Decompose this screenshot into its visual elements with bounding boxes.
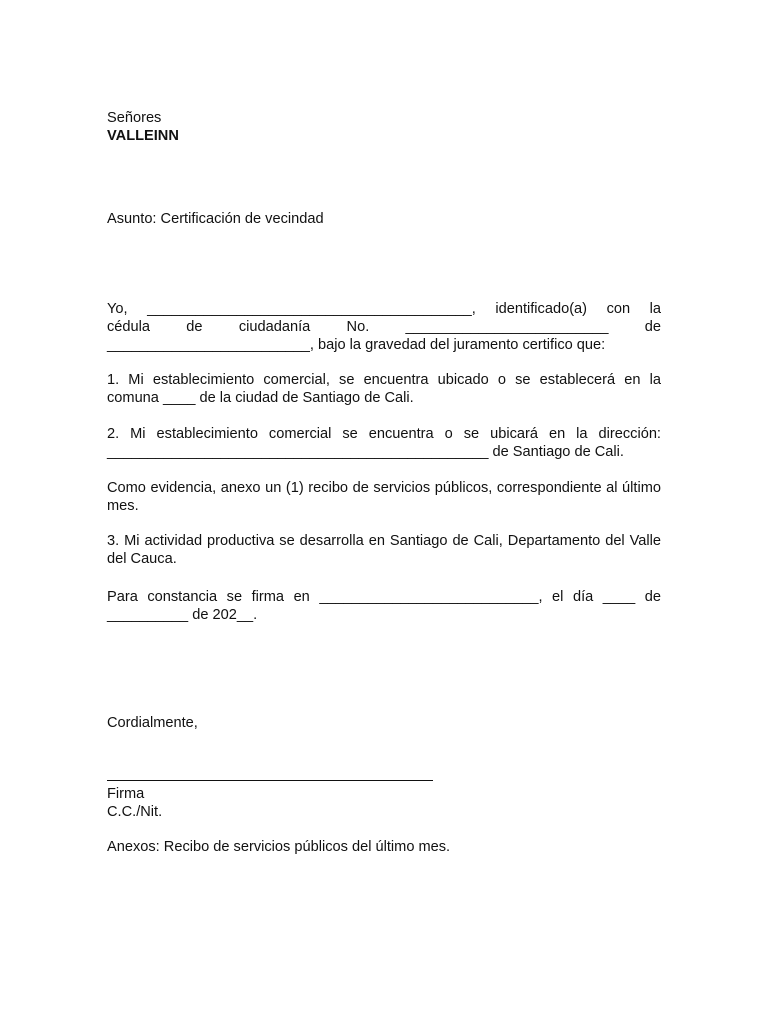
annexes-text: Anexos: Recibo de servicios públicos del último mes. (107, 839, 451, 855)
evidence-paragraph: Como evidencia, anexo un (1) recibo de servicios públicos, correspondiente al último mes. (107, 480, 661, 514)
item-1-paragraph (107, 371, 661, 407)
item-1-line-2: comuna ____ de la ciudad de Santiago de Cali. (107, 390, 414, 406)
subject-line (107, 210, 661, 228)
annexes-line (107, 838, 661, 856)
recipient-company: VALLEINN (107, 128, 179, 144)
declaration-line-2: cédula de ciudadanía No. _________________________ de (107, 319, 661, 335)
constancy-line-1: Para constancia se firma en ___________________________, el día ____ de (107, 589, 661, 605)
closing-text: Cordialmente, (107, 715, 198, 731)
constancy-line-2: __________ de 202__. (107, 607, 258, 623)
declaration-line-1: Yo, ________________________________________, identificado(a) con la (107, 301, 661, 317)
item-1-line-1: 1. Mi establecimiento comercial, se encuentra ubicado o se establecerá en la (107, 372, 661, 388)
signature-block (107, 785, 661, 821)
item-2-line-2: _______________________________________________ de Santiago de Cali. (107, 444, 624, 460)
signature-id-label: C.C./Nit. (107, 804, 163, 820)
signature-line (107, 780, 433, 781)
salutation: Señores (107, 110, 162, 126)
signature-label: Firma (107, 786, 145, 802)
constancy-paragraph (107, 588, 661, 624)
item-2-paragraph (107, 425, 661, 461)
declaration-line-3: _________________________, bajo la gravedad del juramento certifico que: (107, 337, 606, 353)
item-3-paragraph: 3. Mi actividad productiva se desarrolla en Santiago de Cali, Departamento del Valle del Cauca. (107, 533, 661, 567)
subject-text: Asunto: Certificación de vecindad (107, 211, 324, 227)
declaration-paragraph (107, 300, 661, 354)
item-2-line-1: 2. Mi establecimiento comercial se encuentra o se ubicará en la dirección: (107, 426, 661, 442)
recipient-block (107, 109, 661, 145)
closing-line (107, 714, 661, 732)
